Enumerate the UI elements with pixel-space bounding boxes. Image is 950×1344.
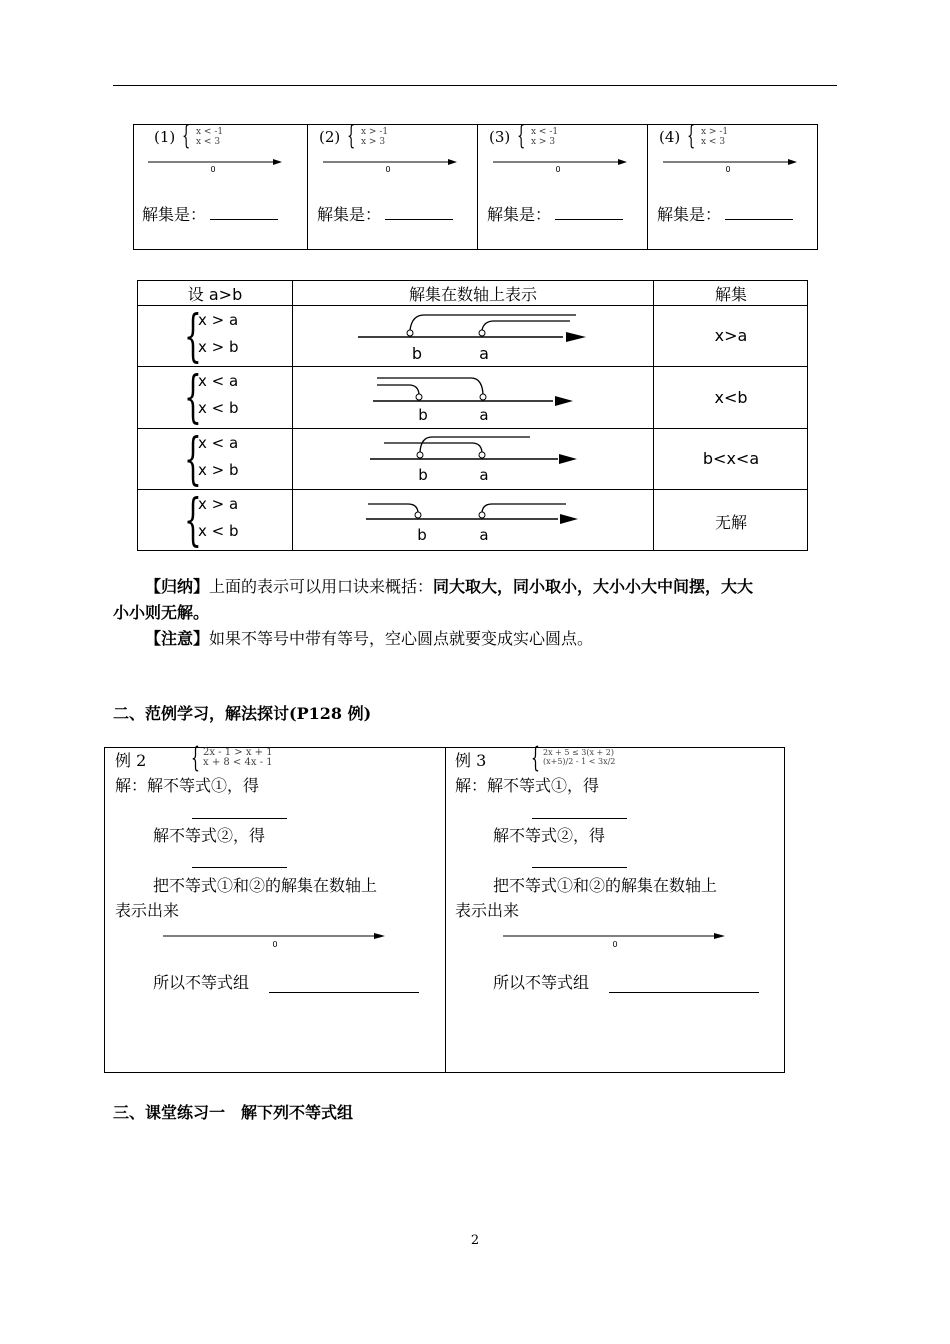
answer-blank[interactable]: [385, 219, 453, 220]
answer-line: 解集是：: [317, 202, 453, 225]
number-line-both-less: [373, 373, 578, 425]
label-a: a: [479, 406, 489, 424]
exercise-cell-2: [307, 121, 477, 249]
header-rule: [113, 85, 837, 86]
inequality-system: x > -1 x < 3: [701, 127, 729, 147]
inequality-system: x > -1 x > 3: [361, 127, 389, 147]
inequality-system: 2x + 5 ≤ 3(x + 2) (x+5)/2 - 1 < 3x/2: [543, 748, 616, 766]
note-tag: 【注意】: [145, 629, 210, 648]
page-number: 2: [470, 1233, 480, 1248]
answer-blank[interactable]: [210, 219, 278, 220]
summary-tag: 【归纳】: [145, 577, 210, 596]
number-line: [493, 155, 628, 175]
answer-blank[interactable]: [555, 219, 623, 220]
condition-pair: x > a x > b: [198, 311, 239, 356]
solve-conclusion: 所以不等式组: [153, 973, 250, 992]
header-assumption: 设 a>b: [187, 285, 243, 304]
header-number-line: 解集在数轴上表示: [408, 285, 537, 304]
answer-blank-3[interactable]: [609, 992, 759, 993]
exercise-cell-4: [647, 121, 817, 249]
solve-step-3b: 表示出来: [455, 901, 520, 920]
note-text: 如果不等号中带有等号，空心圆点就要变成实心圆点。: [209, 629, 594, 648]
inequality-system: 2x - 1 > x + 1 x + 8 < 4x - 1: [203, 747, 273, 768]
solution-text: 无解: [714, 513, 747, 532]
label-b: b: [411, 344, 423, 363]
solve-step-1: 解：解不等式①，得: [115, 776, 260, 795]
solution-text: x>a: [714, 326, 748, 345]
brace-icon: {: [182, 121, 191, 151]
zero-tick-label: 0: [555, 165, 561, 174]
condition-pair: x < a x < b: [198, 372, 239, 417]
section-heading-practice: 三、课堂练习一 解下列不等式组: [113, 1103, 354, 1122]
brace-icon: {: [184, 488, 202, 553]
brace-icon: {: [531, 741, 540, 774]
condition-pair: x > a x < b: [198, 495, 239, 540]
brace-icon: {: [184, 427, 202, 492]
exercise-label: (1): [154, 128, 176, 146]
label-b: b: [418, 406, 428, 424]
section-heading-examples: 二、范例学习，解法探讨(P128 例): [113, 704, 372, 723]
answer-line: 解集是：: [142, 202, 278, 225]
exercise-cell-3: [477, 121, 647, 249]
zero-tick-label: 0: [210, 165, 216, 174]
label-a: a: [479, 526, 489, 544]
summary-rhyme: 同大取大，同小取小，大小小大中间摆，大大: [433, 577, 754, 596]
zero-tick-label: 0: [385, 165, 391, 174]
answer-blank-1[interactable]: [532, 818, 627, 819]
summary-text: 上面的表示可以用口诀来概括：: [209, 577, 434, 596]
solution-text: x<b: [714, 388, 748, 407]
answer-blank-3[interactable]: [269, 992, 419, 993]
zero-tick-label: 0: [725, 165, 731, 174]
solve-step-3: 把不等式①和②的解集在数轴上: [153, 876, 378, 895]
summary-paragraph: [113, 574, 838, 652]
number-line: [503, 929, 728, 949]
brace-icon: {: [347, 121, 356, 151]
brace-icon: {: [191, 741, 200, 774]
number-line: [163, 929, 388, 949]
answer-blank[interactable]: [725, 219, 793, 220]
inequality-system: x < -1 x < 3: [196, 127, 224, 147]
number-line: [148, 155, 283, 175]
label-b: b: [418, 466, 428, 484]
brace-icon: {: [687, 121, 696, 151]
solve-step-1: 解：解不等式①，得: [455, 776, 600, 795]
answer-line: 解集是：: [487, 202, 623, 225]
number-line-no-solution: [366, 496, 584, 548]
label-a: a: [479, 466, 489, 484]
answer-blank-1[interactable]: [192, 818, 287, 819]
number-line: [663, 155, 798, 175]
zero-tick-label: 0: [272, 940, 278, 949]
exercise-cell-1: [134, 121, 307, 249]
label-a: a: [479, 344, 489, 363]
example-3-title: 例 3: [455, 751, 487, 770]
number-line: [323, 155, 458, 175]
condition-pair: x < a x > b: [198, 434, 239, 479]
solve-step-3: 把不等式①和②的解集在数轴上: [493, 876, 718, 895]
zero-tick-label: 0: [612, 940, 618, 949]
solution-text: b<x<a: [702, 449, 760, 468]
solve-step-2: 解不等式②，得: [493, 826, 606, 845]
answer-blank-2[interactable]: [192, 867, 287, 868]
exercise-label: (3): [489, 128, 511, 146]
answer-line: 解集是：: [657, 202, 793, 225]
exercise-label: (4): [659, 128, 681, 146]
example-2-title: 例 2: [115, 751, 147, 770]
label-b: b: [417, 526, 427, 544]
brace-icon: {: [184, 304, 202, 369]
number-line-between: [370, 434, 582, 486]
header-solution: 解集: [714, 285, 747, 304]
number-line-both-greater: [358, 313, 593, 363]
answer-blank-2[interactable]: [532, 867, 627, 868]
brace-icon: {: [517, 121, 526, 151]
number-line-exercise-table: [133, 121, 818, 250]
solution-set-comparison-table: [137, 280, 808, 551]
inequality-system: x < -1 x > 3: [531, 127, 559, 147]
solve-step-2: 解不等式②，得: [153, 826, 266, 845]
example-table: [104, 741, 785, 1073]
brace-icon: {: [184, 365, 202, 430]
exercise-label: (2): [319, 128, 341, 146]
summary-rhyme-end: 小小则无解。: [113, 603, 210, 622]
solve-conclusion: 所以不等式组: [493, 973, 590, 992]
solve-step-3b: 表示出来: [115, 901, 180, 920]
